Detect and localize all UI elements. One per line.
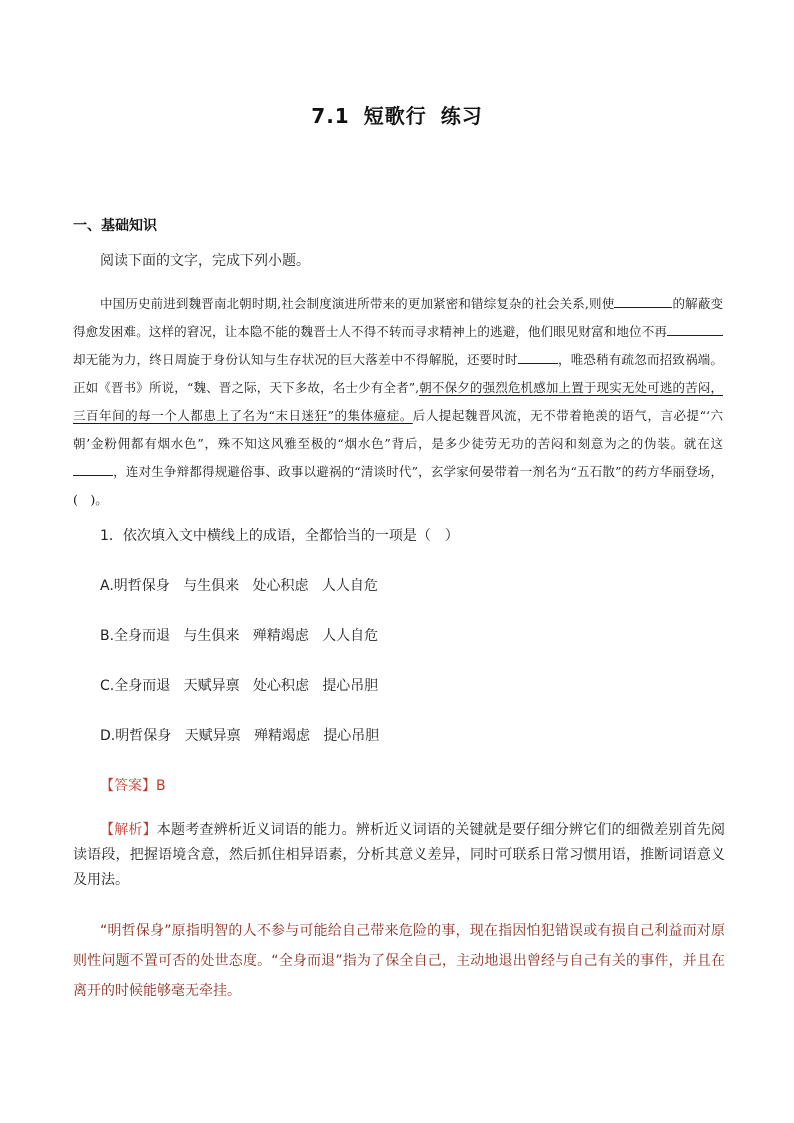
option-label: D.明哲保身 (100, 728, 172, 744)
option-choice: 提心吊胆 (322, 678, 379, 694)
option-c (100, 675, 378, 695)
page-title (0, 100, 794, 129)
title-name: 短歌行 (363, 104, 427, 128)
answer-blank-3 (518, 349, 558, 364)
option-choice: 与生俱来 (183, 628, 240, 644)
option-choice: 处心积虑 (252, 678, 309, 694)
option-choice: 人人自危 (321, 578, 378, 594)
option-b (100, 625, 378, 645)
passage-segment-3: 却无能为力，终日周旋于身份认知与生存状况的巨大落差中不得解脱，还要时时 (73, 352, 518, 367)
option-label: C.全身而退 (100, 678, 171, 694)
reading-passage (73, 290, 723, 514)
option-choice: 提心吊胆 (323, 728, 380, 744)
option-choice: 人人自危 (322, 628, 379, 644)
answer-line (100, 775, 166, 795)
option-label: B.全身而退 (100, 628, 171, 644)
explanation-text: 本题考查辨析近义词语的能力。辨析近义词语的关键就是要仔细分辨它们的细微差别首先阅读语段，把握语境含意，然后抓住相异语素，分析其意义差异，同时可联系日常习惯用语，推断词语意义及用法。 (73, 822, 726, 888)
explanation-tag: 【解析】 (100, 822, 157, 838)
option-choice: 殚精竭虑 (253, 728, 310, 744)
passage-segment-2: 的解蔽变得愈发困难。这样的窘况，让本隐不能的魏晋士人不得不转而寻求精神上的逃避，他们眼见财富和地位不再 (73, 296, 723, 339)
answer-tag: 【答案】 (100, 778, 156, 794)
reading-instruction: 阅读下面的文字，完成下列小题。 (100, 253, 310, 269)
section-heading: 一、基础知识 (73, 218, 157, 234)
question-stem: 1．依次填入文中横线上的成语，全都恰当的一项是（ ） (100, 528, 459, 544)
answer-value: B (156, 778, 166, 794)
passage-segment-4: ，唯恐稍有疏忽而招致祸端。正如《晋书》所说，“魏、晋之际，天下多故，名士少有全者”, (73, 352, 723, 395)
answer-blank-4 (73, 461, 113, 476)
option-choice: 与生俱来 (183, 578, 240, 594)
title-suffix: 练习 (440, 104, 483, 128)
passage-segment-1: 中国历史前进到魏晋南北朝时期,社会制度演进所带来的更加紧密和错综复杂的社会关系,则使 (100, 296, 615, 311)
answer-blank-1 (614, 293, 672, 308)
explanation-paragraph (73, 818, 725, 893)
option-choice: 处心积虑 (252, 578, 309, 594)
analysis-paragraph: “明哲保身”原指明智的人不参与可能给自己带来危险的事，现在指因怕犯错误或有损自己利益而对原则性问题不置可否的处世态度。“全身而退”指为了保全自己，主动地退出曾经与自己有关的事件，并且在离开的时候能够毫无牵挂。 (73, 923, 725, 999)
answer-blank-2 (667, 321, 723, 336)
title-number: 7.1 (311, 104, 350, 128)
option-a (100, 575, 378, 595)
option-label: A.明哲保身 (100, 578, 170, 594)
passage-segment-5: 后人提起魏晋风流，无不带着艳羡的语气，言必提“‘六朝’金粉佣都有烟水色”，殊不知这风雅至极的“烟水色”背后，是多少徒劳无功的苦闷和刻意为之的伪装。就在这 (73, 408, 723, 451)
option-choice: 殚精竭虑 (252, 628, 309, 644)
option-choice: 天赋异禀 (184, 728, 241, 744)
option-choice: 天赋异禀 (183, 678, 240, 694)
underlined-sentence: 朝不保夕的强烈危机感加上置于现实无处可逃的苦闷，三百年间的每一个人都患上了名为“末日迷狂”的集体癔症。 (73, 380, 723, 423)
passage-segment-6: ，连对生争辩都得规避俗事、政事以避祸的“清谈时代”，玄学家何晏带着一剂名为“五石散”的药方华丽登场，( )。 (73, 464, 723, 507)
option-d (100, 725, 379, 745)
